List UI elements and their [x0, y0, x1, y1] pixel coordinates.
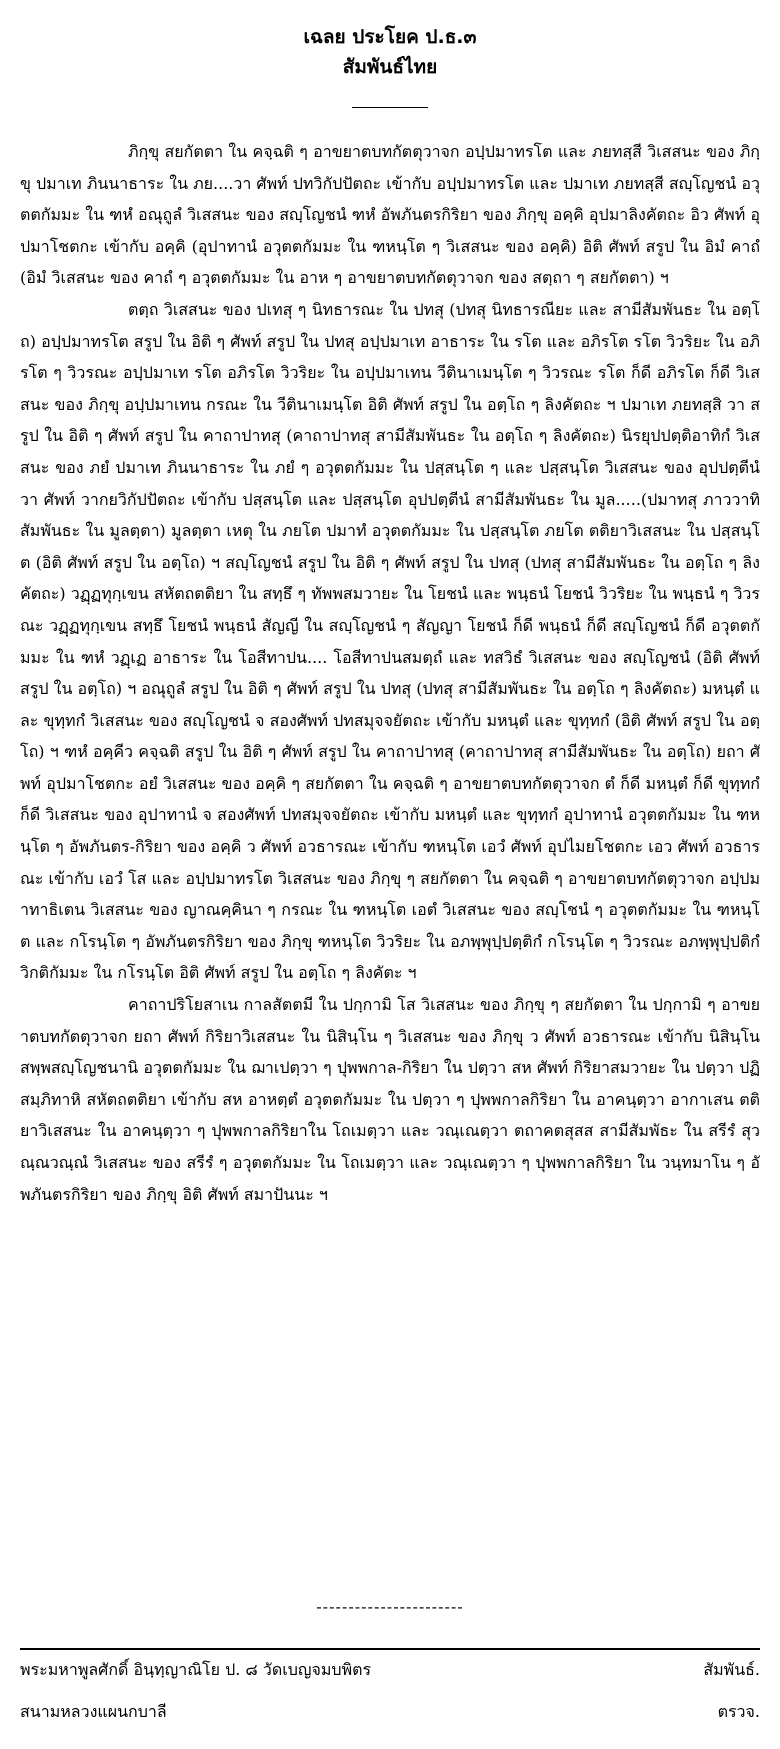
document-body [20, 136, 760, 1210]
footer-rule [20, 1648, 760, 1650]
paragraph-2: ตตฺถ วิเสสนะ ของ ปเทสุ ๆ นิทธารณะ ใน ปทสุ (ปทสุ นิทธารณียะ และ สามีสัมพันธะ ใน อตฺโถ) อปฺปมาทรโต สรูป ใน อิติ ๆ ศัพท์ สรูป ใน ปทสุ อปฺปมาเท อาธาระ ใน รโต และ อภิรโต รโต วิวริยะ ใน อภิรโต ๆ วิวรณะ อปฺปมาเท รโต อภิรโต วิวริยะ ใน อปฺปมาเทน วีตินาเมนฺโต ๆ วิวรณะ รโต ก็ดี อภิรโต ก็ดี วิเสสนะ ของ ภิกฺขุ อปฺปมาเทน กรณะ ใน วีตินาเมนฺโต อิติ ศัพท์ สรูป ใน อตฺโถ ๆ ลิงคัตถะ ฯ ปมาเท ภยทสฺสิ วา สรูป ใน อิติ ๆ ศัพท์ สรูป ใน คาถาปาทสุ (คาถาปาทสุ สามีสัมพันธะ ใน อตฺโถ ๆ ลิงคัตถะ) นิรยุปปตฺติอาทิกํ วิเสสนะ ของ ภยํ ปมาเท ภินนาธาระ ใน ภยํ ๆ อวุตตกัมมะ ใน ปสฺสนฺโต ๆ และ ปสฺสนฺโต วิเสสนะ ของ อุปปตฺตีนํ วา ศัพท์ วากยวิกัปปัตถะ เข้ากับ ปสฺสนฺโต และ ปสฺสนฺโต อุปปตฺตีนํ สามีสัมพันธะ ใน มูล.....(ปมาทสุ ภาววาทิสัมพันธะ ใน มูลตฺตา) มูลตฺตา เหตุ ใน ภยโต ปมาทํ อวุตตกัมมะ ใน ปสฺสนฺโต ภยโต ตติยาวิเสสนะ ใน ปสฺสนฺโต (อิติ ศัพท์ สรูป ใน อตฺโถ) ฯ สญฺโญชนํ สรูป ใน อิติ ๆ ศัพท์ สรูป ใน ปทสุ (ปทสุ สามีสัมพันธะ ใน อตฺโถ ๆ ลิงคัตถะ) วฏฺฏทุกฺเขน สหัตถตติยา ใน สทฺธึ ๆ ทัพพสมวายะ ใน โยชนํ และ พนฺธนํ โยชนํ วิวริยะ ใน พนฺธนํ ๆ วิวรณะ วฏฺฏทุกฺเขน สทฺธึ โยชนํ พนฺธนํ สัญญี ใน สญฺโญชนํ ๆ สัญญา โยชนํ ก็ดี พนฺธนํ ก็ดี สญฺโญชนํ ก็ดี อวุตตกัมมะ ใน ฑหํ วฏฺเฏ อาธาระ ใน โอสีทาปน.... โอสีทาปนสมตฺถํ และ ทสวิธํ วิเสสนะ ของ สญฺโญชนํ (อิติ ศัพท์ สรูป ใน อตฺโถ) ฯ อณุถูลํ สรูป ใน อิติ ๆ ศัพท์ สรูป ใน ปทสุ (ปทสุ สามีสัมพันธะ ใน อตฺโถ ๆ ลิงคัตถะ) มหนฺตํ และ ขุทฺทกํ วิเสสนะ ของ สญฺโญชนํ จ สองศัพท์ ปทสมุจจยัตถะ เข้ากับ มหนฺตํ และ ขุทฺทกํ (อิติ ศัพท์ สรูป ใน อตฺโถ) ฯ ฑหํ อคฺคีว คจฺฉติ สรูป ใน อิติ ๆ ศัพท์ สรูป ใน คาถาปาทสุ (คาถาปาทสุ สามีสัมพันธะ ใน อตฺโถ) ยถา ศัพท์ อุปมาโชตกะ อยํ วิเสสนะ ของ อคฺคิ ๆ สยกัตตา ใน คจฺฉติ ๆ อาขยาตบทกัตตุวาจก ตํ ก็ดี มหนฺตํ ก็ดี ขุทฺทกํ ก็ดี วิเสสนะ ของ อุปาทานํ จ สองศัพท์ ปทสมุจจยัตถะ เข้ากับ มหนฺตํ และ ขุทฺทกํ อุปาทานํ อวุตตกัมมะ ใน ฑหนฺโต ๆ อัพภันตร-กิริยา ของ อคฺคิ ว ศัพท์ อวธารณะ เข้ากับ ฑหนฺโต เอวํ ศัพท์ อุปไมยโชตกะ เอว ศัพท์ อวธารณะ เข้ากับ เอวํ โส และ อปฺปมาทรโต วิเสสนะ ของ ภิกฺขุ ๆ สยกัตตา ใน คจฺฉติ ๆ อาขยาตบทกัตตุวาจก อปฺปมาทาธิเตน วิเสสนะ ของ ญาณคฺคินา ๆ กรณะ ใน ฑหนฺโต เอตํ วิเสสนะ ของ สญฺโชนํ ๆ อวุตตกัมมะ ใน ฑหนฺโต และ กโรนฺโต ๆ อัพภันตรกิริยา ของ ภิกฺขุ ฑหนฺโต วิวริยะ ใน อภพฺพุปฺปตฺติกํ กโรนฺโต ๆ วิวรณะ อภพฺพุปฺปติกํ วิกติกัมมะ ใน กโรนฺโต อิติ ศัพท์ สรูป ใน อตฺโถ ๆ ลิงคัตะ ฯ [20, 299, 760, 983]
footer-checked: ตรวจ. [717, 1702, 760, 1721]
footer-subject: สัมพันธ์. [703, 1660, 760, 1679]
title-underline [352, 107, 428, 108]
footer-location: สนามหลวงแผนกบาลี [20, 1702, 167, 1721]
footer-author: พระมหาพูลศักดิ์ อินฺทฺญาณิโย ป. ๘ วัดเบญจมบพิตร [20, 1660, 372, 1679]
paragraph-1: ภิกฺขุ สยกัตตา ใน คจฺฉติ ๆ อาขยาตบทกัตตุวาจก อปฺปมาทรโต และ ภยทสฺสี วิเสสนะ ของ ภิกฺขุ ปมาเท ภินนาธาระ ใน ภย....วา ศัพท์ ปทวิกัปปัตถะ เข้ากับ อปฺปมาทรโต และ ปมาเท ภยทสฺสี สญฺโญชนํ อวุตตกัมมะ ใน ฑหํ อณุถูลํ วิเสสนะ ของ สญฺโญชนํ ฑหํ อัพภันตรกิริยา ของ ภิกฺขุ อคฺคิ อุปมาลิงคัตถะ อิว ศัพท์ อุปมาโชตกะ เข้ากับ อคฺคิ (อุปาทานํ อวุตตกัมมะ ใน ฑหนฺโต ๆ วิเสสนะ ของ อคฺคิ) อิติ ศัพท์ สรูป ใน อิมํ คาถํ (อิมํ วิเสสนะ ของ คาถํ ๆ อวุตตกัมมะ ใน อาห ๆ อาขยาตบทกัตตุวาจก ของ สตฺถา ๆ สยกัตตา) ฯ [20, 142, 761, 288]
section-divider: ----------------------- [316, 1598, 464, 1616]
document-title: เฉลย ประโยค ป.ธ.๓ [303, 26, 477, 48]
paragraph-3: คาถาปริโยสาเน กาลสัตตมี ใน ปกฺกามิ โส วิเสสนะ ของ ภิกฺขุ ๆ สยกัตตา ใน ปกฺกามิ ๆ อาขยาตบทกัตตุวาจก ยถา ศัพท์ กิริยาวิเสสนะ ใน นิสินฺโน ๆ วิเสสนะ ของ ภิกฺขุ ว ศัพท์ อวธารณะ เข้ากับ นิสินฺโน สพฺพสญฺโญชนานิ อวุตตกัมมะ ใน ฌาเปตฺวา ๆ ปุพพกาล-กิริยา ใน ปตฺวา สห ศัพท์ กิริยาสมวายะ ใน ปตฺวา ปฏิสมฺภิทาหิ สหัตถตติยา เข้ากับ สห อาหตฺตํ อวุตตกัมมะ ใน ปตฺวา ๆ ปุพพกาลกิริยา ใน อาคนฺตฺวา อากาเสน ตติยาวิเสสนะ ใน อาคนฺตฺวา ๆ ปุพพกาลกิริยาใน โถเมตฺวา และ วณฺเณตฺวา ตถาคตสุสส สามีสัมพัธะ ใน สรีรํ สุวณฺณวณฺณํ วิเสสนะ ของ สรีรํ ๆ อวุตตกัมมะ ใน โถเมตฺวา และ วณฺเณตฺวา ๆ ปุพพกาลกิริยา ใน วนฺทมาโน ๆ อัพภันตรกิริยา ของ ภิกฺขุ อิติ ศัพท์ สมาปันนะ ฯ [20, 995, 761, 1204]
document-subtitle: สัมพันธ์ไทย [342, 56, 438, 78]
